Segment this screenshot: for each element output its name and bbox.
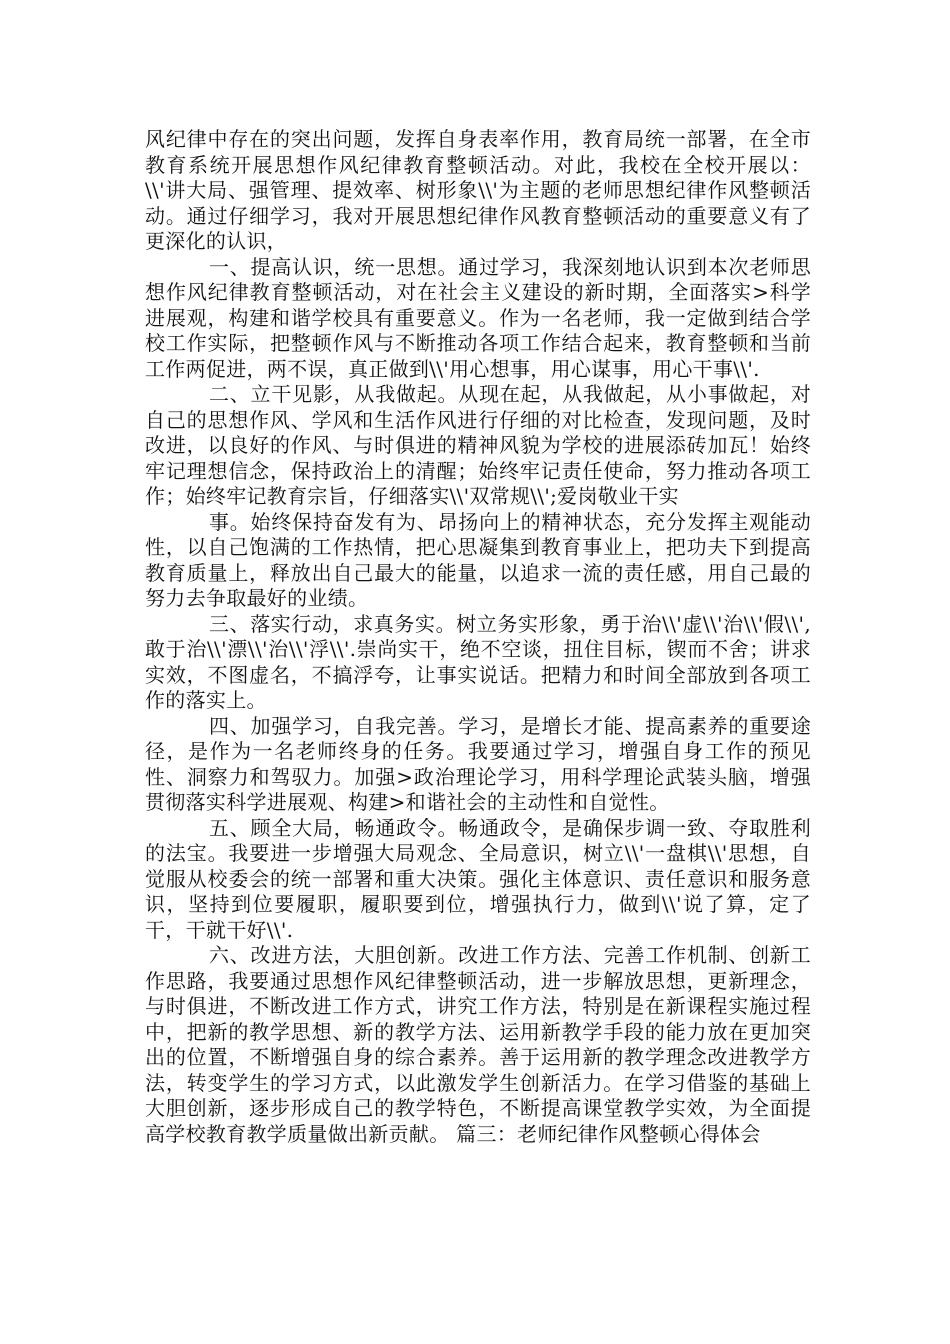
document-body — [145, 127, 811, 1147]
paragraph-intro: 风纪律中存在的突出问题，发挥自身表率作用，教育局统一部署，在全市教育系统开展思想作风纪律教育整顿活动。对此，我校在全校开展以：\\'讲大局、强管理、提效率、树形象\\'为主题的老师思想纪律作风整顿活动。通过仔细学习，我对开展思想纪律作风教育整顿活动的重要意义有了更深化的认识， — [145, 127, 811, 253]
paragraph-section-5: 五、顾全大局，畅通政令。畅通政令，是确保步调一致、夺取胜利的法宝。我要进一步增强大局观念、全局意识，树立\\'一盘棋\\'思想，自觉服从校委会的统一部署和重大决策。强化主体意识、责任意识和服务意识，坚持到位要履职，履职要到位，增强执行力，做到\\'说了算，定了干，干就干好\\'. — [145, 815, 811, 942]
paragraph-section-3: 三、落实行动，求真务实。树立务实形象，勇于治\\'虚\\'治\\'假\\',敢于治\\'漂\\'治\\'浮\\'.崇尚实干，绝不空谈，扭住目标，锲而不舍；讲求实效，不图虚名，不搞浮夸，让事实说话。把精力和时间全部放到各项工作的落实上。 — [145, 611, 811, 712]
paragraph-section-2-continued: 事。始终保持奋发有为、昂扬向上的精神状态，充分发挥主观能动性，以自己饱满的工作热情，把心思凝集到教育事业上，把功夫下到提高教育质量上，释放出自己最大的能量，以追求一流的责任感，用自己最的努力去争取最好的业绩。 — [145, 509, 811, 610]
paragraph-section-4: 四、加强学习，自我完善。学习，是增长才能、提高素养的重要途径，是作为一名老师终身的任务。我要通过学习，增强自身工作的预见性、洞察力和驾驭力。加强>政治理论学习，用科学理论武装头脑，增强贯彻落实科学进展观、构建>和谐社会的主动性和自觉性。 — [145, 713, 811, 814]
paragraph-section-6: 六、改进方法，大胆创新。改进工作方法、完善工作机制、创新工作思路，我要通过思想作风纪律整顿活动，进一步解放思想，更新理念，与时俱进，不断改进工作方式，讲究工作方法，特别是在新课程实施过程中，把新的教学思想、新的教学方法、运用新教学手段的能力放在更加突出的位置，不断增强自身的综合素养。善于运用新的教学理念改进教学方法，转变学生的学习方式，以此激发学生创新活力。在学习借鉴的基础上大胆创新，逐步形成自己的教学特色，不断提高课堂教学实效，为全面提高学校教育教学质量做出新贡献。 篇三：老师纪律作风整顿心得体会 — [145, 943, 811, 1146]
paragraph-section-1: 一、提高认识，统一思想。通过学习，我深刻地认识到本次老师思想作风纪律教育整顿活动，对在社会主义建设的新时期，全面落实>科学进展观，构建和谐学校具有重要意义。作为一名老师，我一定做到结合学校工作实际，把整顿作风与不断推动各项工作结合起来，教育整顿和当前工作两促进，两不误，真正做到\\'用心想事，用心谋事，用心干事\\'. — [145, 254, 811, 381]
paragraph-section-2: 二、立干见影，从我做起。从现在起，从我做起，从小事做起，对自己的思想作风、学风和生活作风进行仔细的对比检查，发现问题，及时改进，以良好的作风、与时俱进的精神风貌为学校的进展添砖加瓦！始终牢记理想信念，保持政治上的清醒；始终牢记责任使命，努力推动各项工作；始终牢记教育宗旨，仔细落实\\'双常规\\';爱岗敬业干实 — [145, 382, 811, 508]
